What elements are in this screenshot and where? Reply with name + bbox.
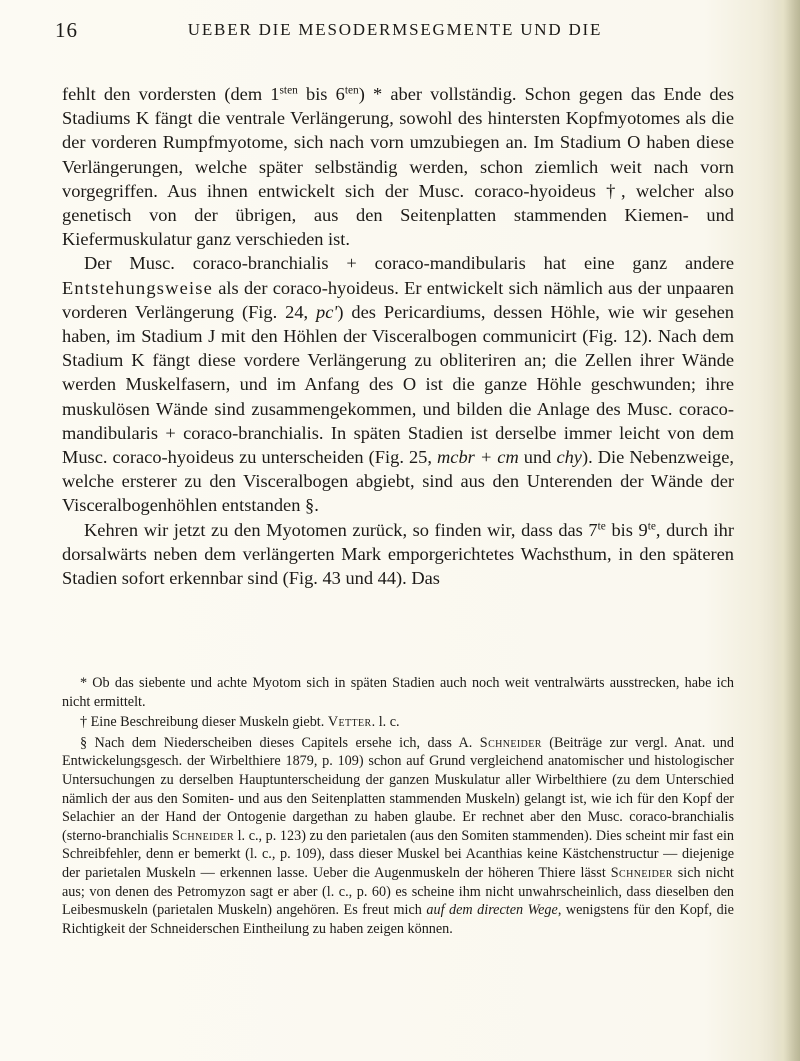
footnote-3 (62, 734, 734, 939)
footnotes (62, 674, 734, 940)
paragraph-3 (62, 518, 734, 591)
p2-text-a: Der Musc. coraco-branchialis + coraco-mandibularis hat eine ganz andere (84, 253, 734, 274)
p1-sup-1: sten (279, 84, 298, 97)
p2-text-d: und (518, 447, 557, 468)
footnote-1: * Ob das siebente und achte Myotom sich in späten Stadien auch noch weit ventralwärts ausstrecken, habe ich nicht ermittelt. (62, 675, 734, 710)
running-title: UEBER DIE MESODERMSEGMENTE UND DIE (187, 20, 603, 39)
p3-sup-2: te (647, 520, 656, 533)
fn3-italic: auf dem directen Wege (426, 902, 558, 919)
paragraph-2 (62, 251, 734, 517)
p2-spaced-word: Entstehungsweise (62, 277, 213, 298)
p2-text-e: ). Die Nebenzweige, welche ersterer zu den Visceralbogen abgiebt, sind aus den Unterenden der Wände der Visceralbogenhöhlen entstanden §. (62, 447, 735, 516)
p3-sup-1: te (597, 520, 606, 533)
fn3-text-c: l. c., p. 123) zu den parietalen (aus den Somiten stammenden). Dies scheint mir fast ein Schreibfehler, denn er bemerkt (l. c., p. 109), dass dieser Muskel bei Acanthias keine Kästchenstructur — diejenige der parietalen Muskeln — erkennen lasse. Ueber die Augenmuskeln der höheren Thiere lässt (62, 827, 734, 881)
page-number: 16 (55, 18, 78, 42)
paragraph-1 (62, 82, 734, 251)
fn2-author: Vetter (327, 714, 372, 731)
p3-text-c: , durch ihr dorsalwärts neben dem verlängerten Mark emporgerichtetes Wachsthum, in den späteren Stadien sofort erkennbar sind (Fig. 43 und 44). Das (62, 519, 734, 589)
fn3-text-d: sich nicht aus; von denen des Petromyzon sagt er aber (l. c., p. 60) es scheine ihm nicht unwahrscheinlich, dass dieselben den Leibesmuskeln (parietalen Muskeln) angehören. Es freut mich (62, 864, 734, 919)
fn2-text-b: . l. c. (371, 714, 400, 731)
fn3-text-a: § Nach dem Niederscheiben dieses Capitels ersehe ich, dass A. (80, 734, 480, 751)
main-text (62, 82, 734, 590)
fn3-author-3: Schneider (610, 864, 673, 881)
footnote-2 (62, 713, 734, 732)
fn2-text-a: † Eine Beschreibung dieser Muskeln giebt. (80, 714, 328, 731)
p1-sup-2: ten (344, 84, 359, 97)
fn3-author-2: Schneider (171, 827, 235, 844)
fn3-author-1: Schneider (479, 734, 542, 751)
p1-text-a: fehlt den vordersten (dem 1 (62, 84, 280, 104)
p2-text-c: ) des Pericardiums, dessen Höhle, wie wir gesehen haben, im Stadium J mit den Höhlen der Visceralbogen communicirt (Fig. 12). Nach dem Stadium K fängt diese vordere Verlängerung zu obliteriren an; die Zellen ihrer Wände werden Muskelfasern, und im Anfang des O ist die ganze Höhle geschwunden; ihre muskulösen Wände sind zusammengekommen, und bilden die Anlage des Musc. coraco-mandibularis + coraco-branchialis. In späten Stadien ist derselbe immer leicht von dem Musc. coraco-hyoideus zu unterscheiden (Fig. 25, (62, 301, 734, 468)
p2-italic-2: mcbr + cm (437, 447, 519, 468)
p2-italic-1: pc' (316, 301, 338, 322)
fn3-text-b: (Beiträge zur vergl. Anat. und Entwickelungsgesch. der Wirbelthiere 1879, p. 109) schon auf Grund vergleichend anatomischer und histologischer Untersuchungen zu derselben Hauptunterscheidung der ganzen Muskulatur aller Wirbelthiere (zu dem Unterschied nämlich der aus den Somiten- und aus den Seitenplatten stammenden Muskeln) gelangt ist, wie ich für den Kopf der Selachier an der Hand der Ontogenie dargethan zu haben glaube. Er rechnet aber den Musc. coraco-branchialis (sterno-branchialis (62, 734, 734, 844)
page-edge-shadow (772, 0, 800, 1061)
p3-text-b: bis 9 (605, 519, 648, 540)
p2-italic-3: chy (556, 447, 582, 468)
p2-text-b: als der coraco-hyoideus. Er entwickelt sich nämlich aus der unpaaren vorderen Verlängerung (Fig. 24, (62, 277, 734, 322)
p3-text-a: Kehren wir jetzt zu den Myotomen zurück, so finden wir, dass das 7 (84, 519, 598, 540)
p1-text-b: bis 6 (297, 84, 345, 104)
p1-text-c: ) * aber vollständig. Schon gegen das Ende des Stadiums K fängt die ventrale Verlängerung, sowohl des hintersten Kopfmyotomes als die der vorderen Rumpfmyotome, sich nach vorn umzubiegen an. Im Stadium O haben diese Verlängerungen, welche später selbständig werden, schon ziemlich weit nach vorn vorgegriffen. Aus ihnen entwickelt sich der Musc. coraco-hyoideus †, welcher also genetisch von der übrigen, aus den Seitenplatten stammenden Kiemen- und Kiefermuskulatur ganz verschieden ist. (62, 84, 734, 250)
page-header (55, 18, 735, 48)
fn3-text-e: , wenigstens für den Kopf, die Richtigkeit der Schneiderschen Eintheilung zu haben zeigen können. (62, 902, 734, 937)
